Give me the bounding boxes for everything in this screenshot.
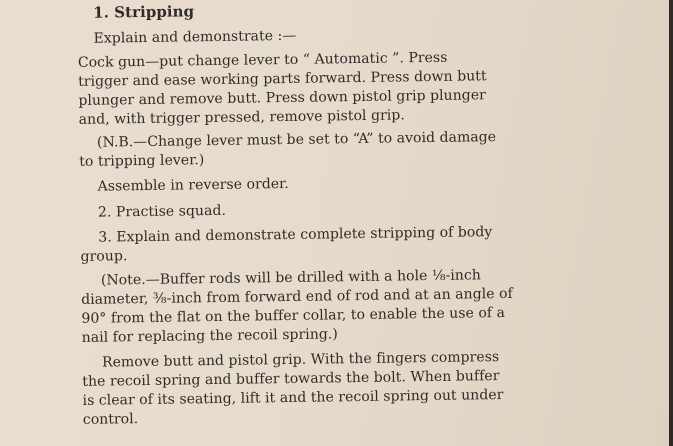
text-line: control. (82, 411, 139, 428)
text-line: and, with trigger pressed, remove pistol grip. (78, 107, 405, 128)
text-line: is clear of its seating, lift it and the recoil spring out under (82, 387, 504, 409)
text-line: plunger and remove butt. Press down pistol grip plunger (78, 87, 486, 109)
text-line: 2. Practise squad. (97, 202, 227, 221)
page-edge-shadow (669, 0, 673, 446)
text-line: the recoil spring and buffer towards the bolt. When buffer (82, 368, 500, 390)
text-line: (Note.—Buffer rods will be drilled with a hole ⅛-inch (100, 267, 481, 289)
section-heading: 1. Stripping (93, 2, 195, 22)
text-line: 90° from the flat on the buffer collar, to enable the use of a (81, 304, 506, 327)
text-line: Cock gun—put change lever to “ Automatic ”. Press (77, 49, 448, 71)
text-line: nail for replacing the recoil spring.) (81, 326, 338, 346)
text-line: group. (80, 248, 128, 265)
text-line: Remove butt and pistol grip. With the fingers compress (101, 349, 500, 371)
text-line: to tripping lever.) (79, 152, 205, 170)
text-line: 3. Explain and demonstrate complete stripping of body (98, 224, 493, 246)
text-line: trigger and ease working parts forward. Press down butt (78, 68, 487, 90)
text-line: Explain and demonstrate :— (93, 27, 297, 47)
text-line: Assemble in reverse order. (97, 175, 289, 195)
text-line: (N.B.—Change lever must be set to “A” to avoid damage (96, 129, 497, 151)
text-line: diameter, ⅜-inch from forward end of rod and at an angle of (81, 285, 513, 308)
